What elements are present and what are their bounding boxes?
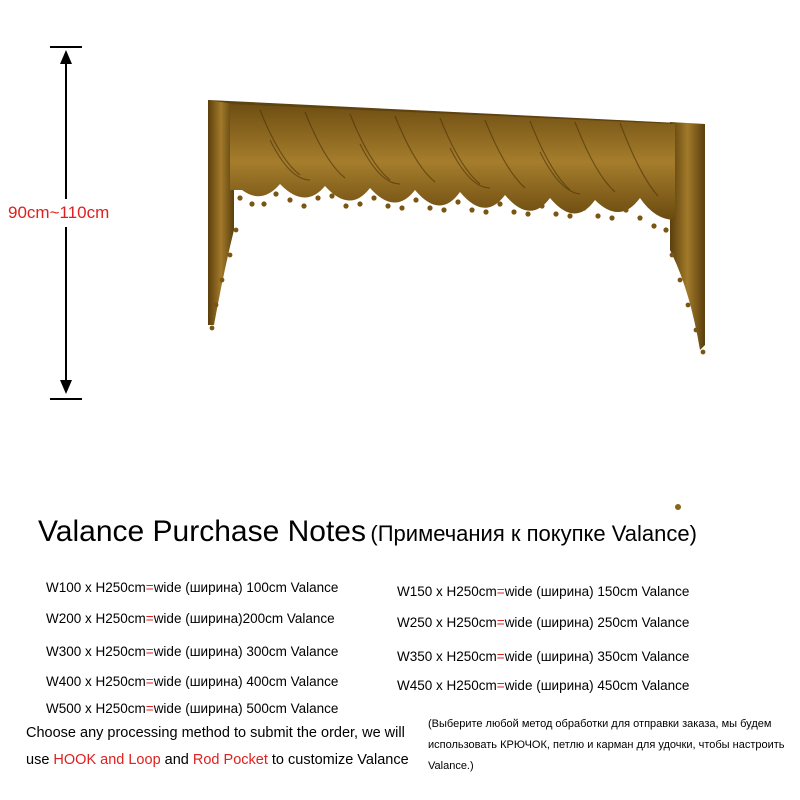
- size-desc: wide (ширина) 350cm Valance: [504, 649, 690, 664]
- size-row: [46, 580, 338, 595]
- equals-sign: =: [145, 580, 154, 595]
- size-desc: wide (ширина) 150cm Valance: [504, 584, 690, 599]
- equals-sign: =: [496, 584, 505, 599]
- size-desc: wide (ширина) 450cm Valance: [504, 678, 690, 693]
- size-code: W100 x H250cm: [46, 580, 146, 595]
- hook-and-loop-highlight: HOOK and Loop: [53, 752, 161, 768]
- measure-top-cap: [50, 46, 82, 48]
- size-desc: wide (ширина) 100cm Valance: [153, 580, 339, 595]
- size-row: [397, 584, 689, 599]
- size-code: W350 x H250cm: [397, 649, 497, 664]
- decorative-speck: [675, 504, 681, 510]
- size-row: [46, 611, 335, 626]
- size-row: [397, 615, 689, 630]
- rod-pocket-highlight: Rod Pocket: [192, 752, 268, 768]
- size-code: W250 x H250cm: [397, 615, 497, 630]
- size-row: [397, 678, 689, 693]
- title-sub: (Примечания к покупке Valance): [370, 521, 697, 546]
- arrow-down-icon: [60, 380, 72, 394]
- size-row: [46, 674, 338, 689]
- equals-sign: =: [145, 701, 154, 716]
- equals-sign: =: [145, 674, 154, 689]
- size-desc: wide (ширина) 250cm Valance: [504, 615, 690, 630]
- equals-sign: =: [496, 615, 505, 630]
- size-row: [397, 649, 689, 664]
- title-main: Valance Purchase Notes: [38, 515, 366, 548]
- note-text: Choose any processing method to submit the order, we will use: [26, 725, 405, 768]
- equals-sign: =: [496, 649, 505, 664]
- note-text: and: [160, 752, 193, 768]
- size-code: W500 x H250cm: [46, 701, 146, 716]
- size-row: [46, 701, 338, 716]
- size-code: W200 x H250cm: [46, 611, 146, 626]
- equals-sign: =: [496, 678, 505, 693]
- valance-image: [200, 80, 720, 370]
- processing-note-ru: (Выберите любой метод обработки для отправки заказа, мы будем использовать КРЮЧОК, петлю и карман для удочки, чтобы настроить Valance.): [428, 718, 785, 772]
- processing-note: [26, 720, 426, 774]
- measure-bottom-cap: [50, 398, 82, 400]
- size-desc: wide (ширина) 500cm Valance: [153, 701, 339, 716]
- height-range-label: 90cm~110cm: [8, 199, 109, 227]
- note-text: to customize Valance: [267, 752, 409, 768]
- size-code: W450 x H250cm: [397, 678, 497, 693]
- equals-sign: =: [145, 611, 154, 626]
- size-code: W150 x H250cm: [397, 584, 497, 599]
- size-desc: wide (ширина) 300cm Valance: [153, 644, 339, 659]
- page-title: [38, 515, 697, 549]
- equals-sign: =: [145, 644, 154, 659]
- size-row: [46, 644, 338, 659]
- size-desc: wide (ширина)200cm Valance: [153, 611, 335, 626]
- size-desc: wide (ширина) 400cm Valance: [153, 674, 339, 689]
- size-code: W300 x H250cm: [46, 644, 146, 659]
- size-code: W400 x H250cm: [46, 674, 146, 689]
